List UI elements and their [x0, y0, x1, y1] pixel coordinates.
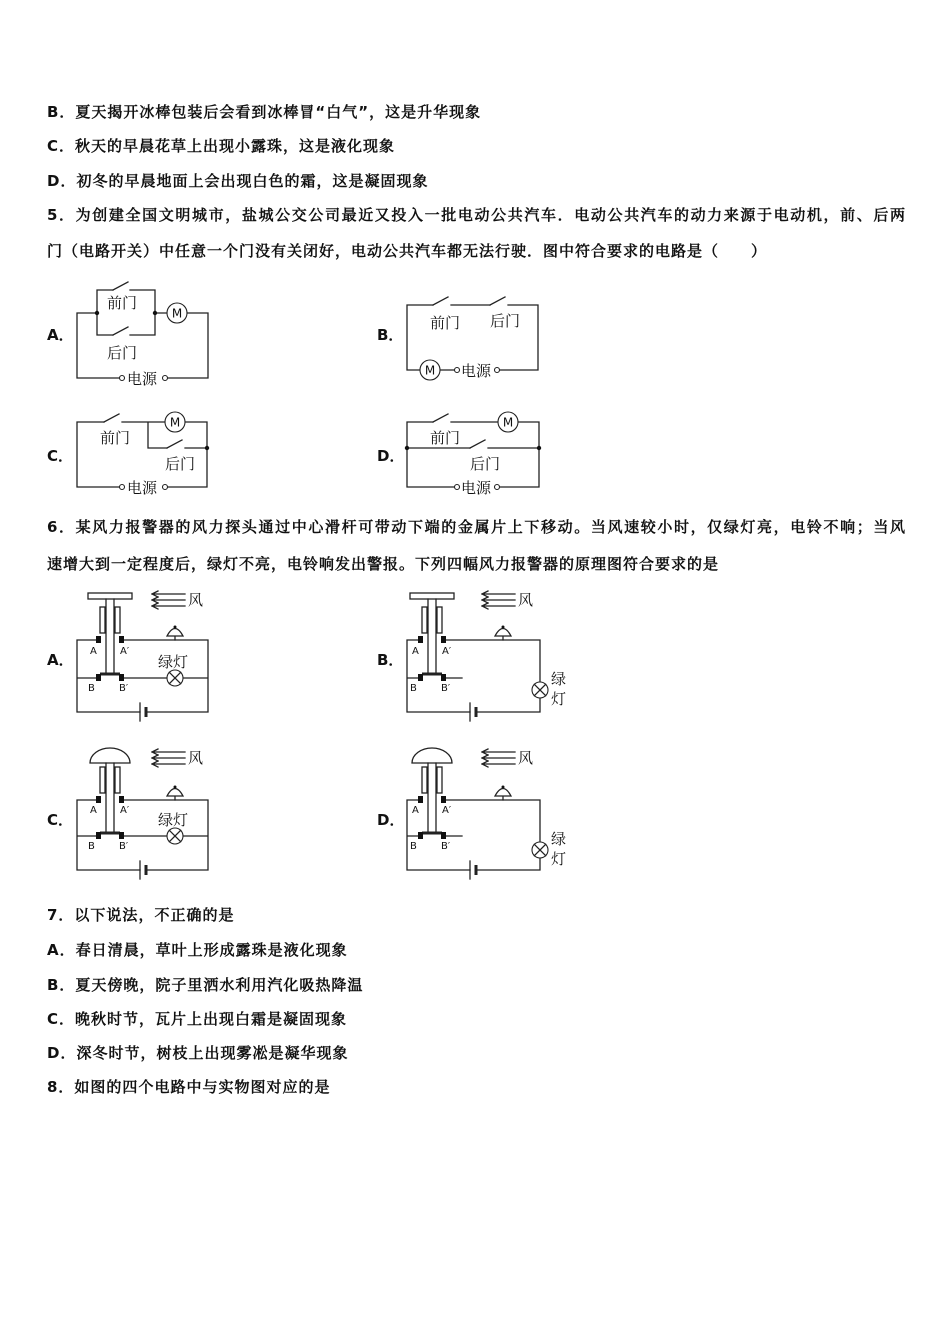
contact-a-prime-label: A′ [442, 646, 452, 657]
q5-diagram-a [70, 276, 215, 386]
bell [495, 786, 511, 801]
junction-dot [153, 311, 157, 315]
q7-stem: 7．以下说法，不正确的是 [47, 906, 235, 924]
q5-diagram-b [400, 288, 550, 383]
rear-door-switch [113, 327, 128, 335]
q6-stem-line-2: 速增大到一定程度后，绿灯不亮，电铃响发出警报。下列四幅风力报警器的原理图符合要求的是 [47, 555, 720, 573]
bell [495, 626, 511, 641]
q5-diagram-c [70, 404, 215, 496]
q6-option-a-label: A． [47, 651, 74, 669]
front-door-switch [433, 297, 448, 305]
contact-b-prime [441, 832, 446, 839]
front-door-switch [433, 414, 448, 422]
rear-door-label: 后门 [490, 312, 521, 330]
contact-b-prime [119, 832, 124, 839]
q6-stem-line-1: 6．某风力报警器的风力探头通过中心滑杆可带动下端的金属片上下移动。当风速较小时，仅绿灯亮，电铃不响；当风 [47, 518, 905, 536]
front-door-switch [104, 414, 119, 422]
bell [167, 786, 183, 801]
contact-a [96, 636, 101, 643]
bell [167, 626, 183, 641]
contact-a-label: A [412, 805, 419, 816]
contact-a-prime [119, 796, 124, 803]
q5-stem-line-1: 5．为创建全国文明城市，盐城公交公司最近又投入一批电动公共汽车．电动公共汽车的动力来源于电动机，前、后两 [47, 206, 905, 224]
probe [90, 748, 130, 833]
power-label: 电源 [461, 479, 492, 497]
rear-door-label: 后门 [165, 455, 196, 473]
wind-arrows [152, 591, 185, 609]
q7-option-c: C．晚秋时节，瓦片上出现白霜是凝固现象 [47, 1010, 348, 1028]
green-lamp [532, 842, 548, 858]
probe [88, 593, 132, 674]
power-source [455, 479, 500, 497]
power-source [120, 370, 168, 388]
contact-a [418, 636, 423, 643]
contact-a-label: A [90, 805, 97, 816]
contact-b-label: B [88, 841, 95, 852]
contact-a [418, 796, 423, 803]
battery [140, 703, 146, 721]
wind-label: 风 [518, 591, 534, 609]
q4-option-d: D．初冬的早晨地面上会出现白色的霜，这是凝固现象 [47, 172, 429, 190]
power-label: 电源 [461, 362, 492, 380]
motor-label: M [169, 415, 181, 430]
green-lamp [167, 828, 183, 844]
wind-arrows [482, 749, 515, 767]
rear-door-switch [470, 440, 485, 448]
motor [167, 303, 187, 323]
q5-stem-line-2: 门（电路开关）中任意一个门没有关闭好，电动公共汽车都无法行驶．图中符合要求的电路是（ ） [47, 242, 768, 260]
q5-option-a-label: A． [47, 326, 74, 344]
power-source [120, 479, 168, 497]
contact-b-label: B [88, 683, 95, 694]
motor [498, 412, 518, 432]
q5-option-b-label: B． [377, 326, 404, 344]
wind-label: 风 [188, 749, 204, 767]
contact-a-prime [441, 796, 446, 803]
motor [165, 412, 185, 432]
green-lamp [167, 670, 183, 686]
contact-b-prime-label: B′ [441, 841, 451, 852]
q7-option-d: D．深冬时节，树枝上出现雾凇是凝华现象 [47, 1044, 349, 1062]
green-lamp [532, 682, 548, 698]
contact-b [96, 832, 101, 839]
rear-door-switch [490, 297, 505, 305]
contact-a-prime-label: A′ [442, 805, 452, 816]
contact-b-prime [441, 674, 446, 681]
q6-diagram-d [400, 742, 570, 880]
motor [420, 360, 440, 380]
contact-b [418, 674, 423, 681]
contact-a [96, 796, 101, 803]
q6-option-b-label: B． [377, 651, 404, 669]
contact-b [96, 674, 101, 681]
front-door-label: 前门 [100, 429, 131, 447]
battery [470, 703, 476, 721]
motor-label: M [171, 306, 183, 321]
contact-b-prime-label: B′ [119, 683, 129, 694]
q8-stem: 8．如图的四个电路中与实物图对应的是 [47, 1078, 331, 1096]
q7-option-b: B．夏天傍晚，院子里洒水利用汽化吸热降温 [47, 976, 364, 994]
power-label: 电源 [127, 479, 158, 497]
contact-b-label: B [410, 683, 417, 694]
contact-b-prime [119, 674, 124, 681]
contact-b [418, 832, 423, 839]
q6-option-c-label: C． [47, 811, 74, 829]
q6-diagram-c [70, 742, 215, 880]
wind-label: 风 [518, 749, 534, 767]
contact-a-prime-label: A′ [120, 646, 130, 657]
wires [407, 640, 540, 712]
probe [412, 748, 452, 833]
contact-b-prime-label: B′ [441, 683, 451, 694]
front-door-switch [113, 282, 128, 290]
q4-option-c: C．秋天的早晨花草上出现小露珠，这是液化现象 [47, 137, 396, 155]
rear-door-switch [167, 440, 182, 448]
power-source [455, 362, 500, 380]
junction-dot [95, 311, 99, 315]
lamp-label: 灯 [551, 690, 567, 708]
q6-option-d-label: D． [377, 811, 405, 829]
contact-a-prime [119, 636, 124, 643]
contact-b-prime-label: B′ [119, 841, 129, 852]
junction-dot [205, 446, 209, 450]
green-lamp-label: 绿灯 [158, 653, 189, 671]
q5-option-d-label: D． [377, 447, 405, 465]
wires [77, 290, 208, 378]
battery [470, 861, 476, 879]
junction-dot [405, 446, 409, 450]
contact-a-label: A [412, 646, 419, 657]
green-lamp-label: 绿灯 [158, 811, 189, 829]
probe [410, 593, 454, 674]
contact-a-label: A [90, 646, 97, 657]
contact-b-label: B [410, 841, 417, 852]
q5-option-c-label: C． [47, 447, 74, 465]
green-label: 绿 [551, 670, 567, 688]
battery [140, 861, 146, 879]
rear-door-label: 后门 [107, 344, 138, 362]
q4-option-b: B．夏天揭开冰棒包装后会看到冰棒冒“白气”，这是升华现象 [47, 103, 482, 121]
q6-diagram-a [70, 585, 215, 720]
junction-dot [537, 446, 541, 450]
front-door-label: 前门 [430, 429, 461, 447]
motor-label: M [502, 415, 514, 430]
wires [407, 800, 540, 870]
contact-a-prime-label: A′ [120, 805, 130, 816]
lamp-label: 灯 [551, 850, 567, 868]
wind-arrows [482, 591, 515, 609]
q6-diagram-b [400, 585, 570, 720]
motor-label: M [424, 363, 436, 378]
q5-diagram-d [400, 404, 550, 496]
rear-door-label: 后门 [470, 455, 501, 473]
front-door-label: 前门 [107, 294, 138, 312]
wind-label: 风 [188, 591, 204, 609]
q7-option-a: A．春日清晨，草叶上形成露珠是液化现象 [47, 941, 348, 959]
wind-arrows [152, 749, 185, 767]
contact-a-prime [441, 636, 446, 643]
power-label: 电源 [127, 370, 158, 388]
green-label: 绿 [551, 830, 567, 848]
front-door-label: 前门 [430, 314, 461, 332]
